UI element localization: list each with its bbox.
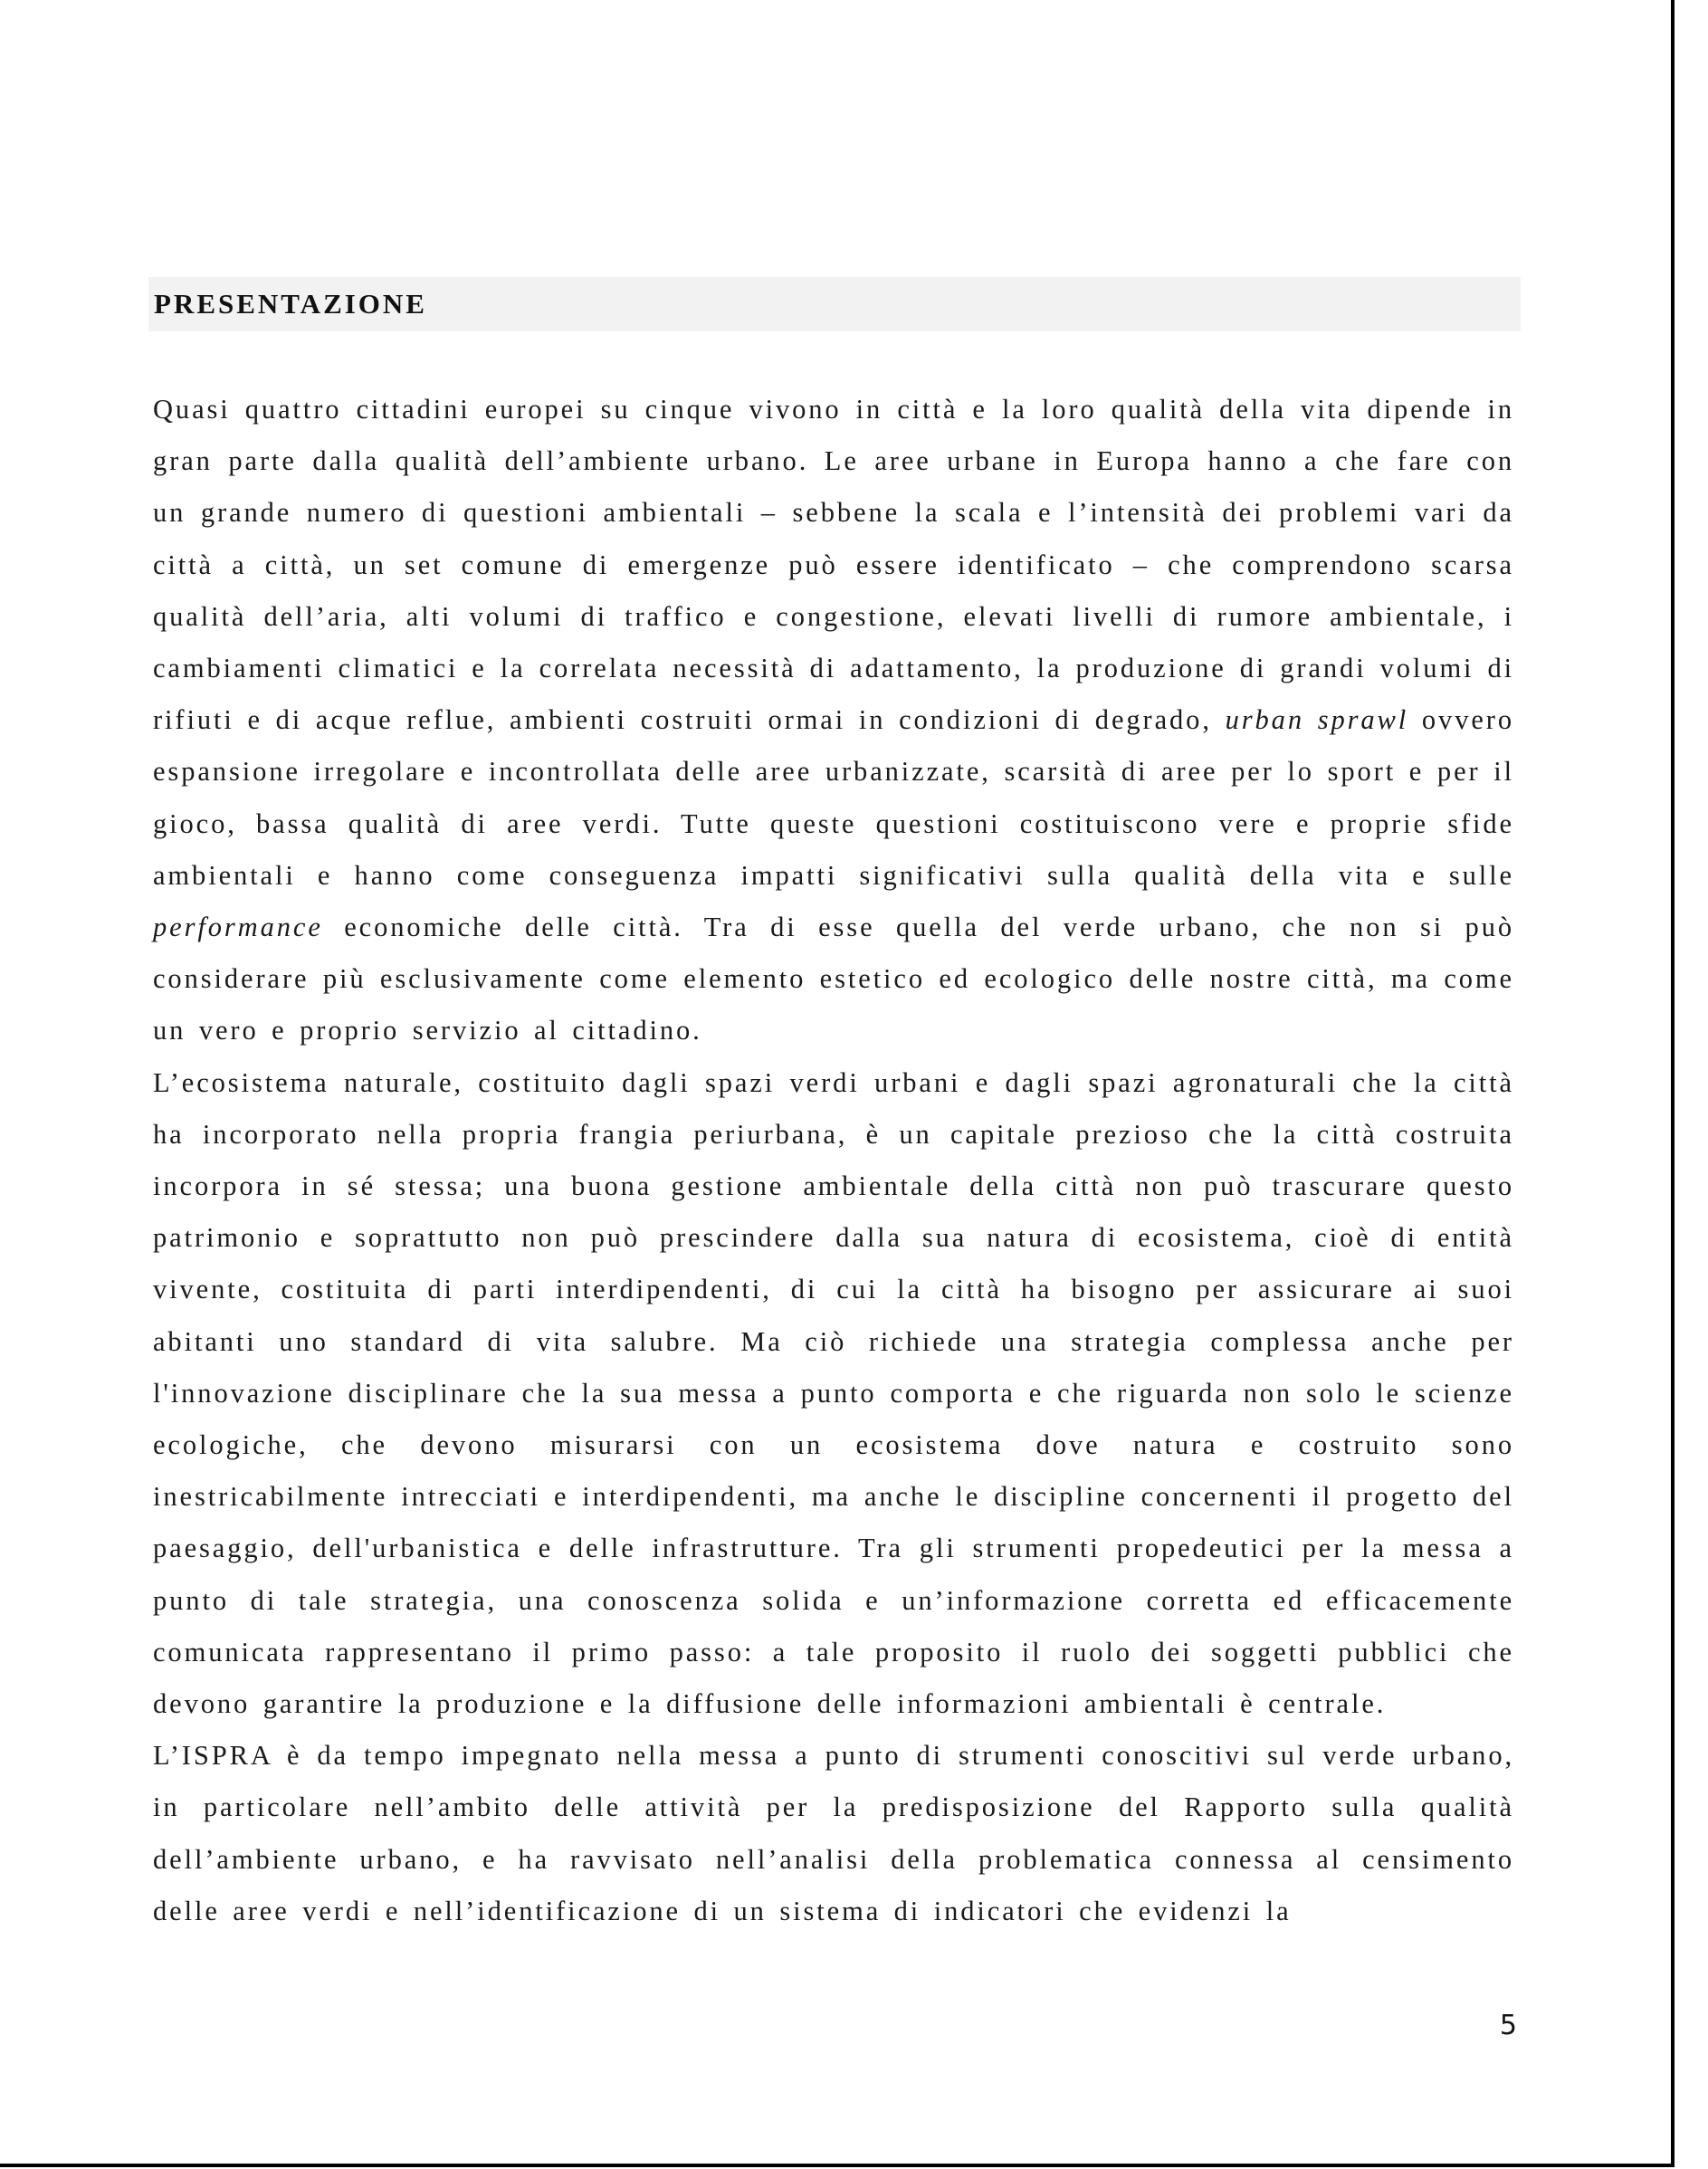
body-text	[153, 384, 1514, 1937]
italic-term-urban-sprawl: urban sprawl	[1225, 704, 1409, 736]
paragraph-1-part-e: economiche delle città. Tra di esse quella del verde urbano, che non si può considerare più esclusivamente come elemento estetico ed ecologico delle nostre città, ma come un vero e proprio servizio al cittadino.	[153, 912, 1514, 1046]
paragraph-3: L’ISPRA è da tempo impegnato nella messa a punto di strumenti conoscitivi sul verde urbano, in particolare nell’ambito delle attività per la predisposizione del Rapporto sulla qualità dell’ambiente urbano, e ha ravvisato nell’analisi della problematica connessa al censimento delle aree verdi e nell’identificazione di un sistema di indicatori che evidenzi la	[153, 1740, 1514, 1926]
paragraph-1-part-a: Quasi quattro cittadini europei su cinque vivono in città e la loro qualità della vita dipende in gran parte dalla qualità dell’ambiente urbano. Le aree urbane in Europa hanno a che fare con un grande numero di questioni ambientali – sebbene la scala e l’intensità dei problemi vari da città a città, un set comune di emergenze può essere identificato – che comprendono scarsa qualità dell’aria, alti volumi di traffico e congestione, elevati livelli di rumore ambientale, i cambiamenti climatici e la correlata necessità di adattamento, la produzione di grandi volumi di rifiuti e di acque reflue, ambienti costruiti ormai in condizioni di degrado,	[153, 394, 1514, 736]
paragraph-1	[153, 384, 1514, 1057]
page-border-bottom	[0, 2164, 1675, 2167]
page-number: 5	[1499, 2010, 1517, 2041]
italic-term-performance: performance	[153, 912, 323, 943]
section-heading: PRESENTAZIONE	[154, 288, 427, 320]
page-border-right	[1671, 0, 1675, 2165]
paragraph-2: L’ecosistema naturale, costituito dagli spazi verdi urbani e dagli spazi agronaturali che la città ha incorporato nella propria frangia periurbana, è un capitale prezioso che la città costruita incorpora in sé stessa; una buona gestione ambientale della città non può trascurare questo patrimonio e soprattutto non può prescindere dalla sua natura di ecosistema, cioè di entità vivente, costituita di parti interdipendenti, di cui la città ha bisogno per assicurare ai suoi abitanti uno standard di vita salubre. Ma ciò richiede una strategia complessa anche per l'innovazione disciplinare che la sua messa a punto comporta e che riguarda non solo le scienze ecologiche, che devono misurarsi con un ecosistema dove natura e costruito sono inestricabilmente intrecciati e interdipendenti, ma anche le discipline concernenti il progetto del paesaggio, dell'urbanistica e delle infrastrutture. Tra gli strumenti propedeutici per la messa a punto di tale strategia, una conoscenza solida e un’informazione corretta ed efficacemente comunicata rappresentano il primo passo: a tale proposito il ruolo dei soggetti pubblici che devono garantire la produzione e la diffusione delle informazioni ambientali è centrale.	[153, 1066, 1514, 1720]
paragraph-1-part-c: ovvero espansione irregolare e incontrollata delle aree urbanizzate, scarsità di aree per lo sport e per il gioco, bassa qualità di aree verdi. Tutte queste questioni costituiscono vere e proprie sfide ambientali e hanno come conseguenza impatti significativi sulla qualità della vita e sulle	[153, 704, 1514, 891]
